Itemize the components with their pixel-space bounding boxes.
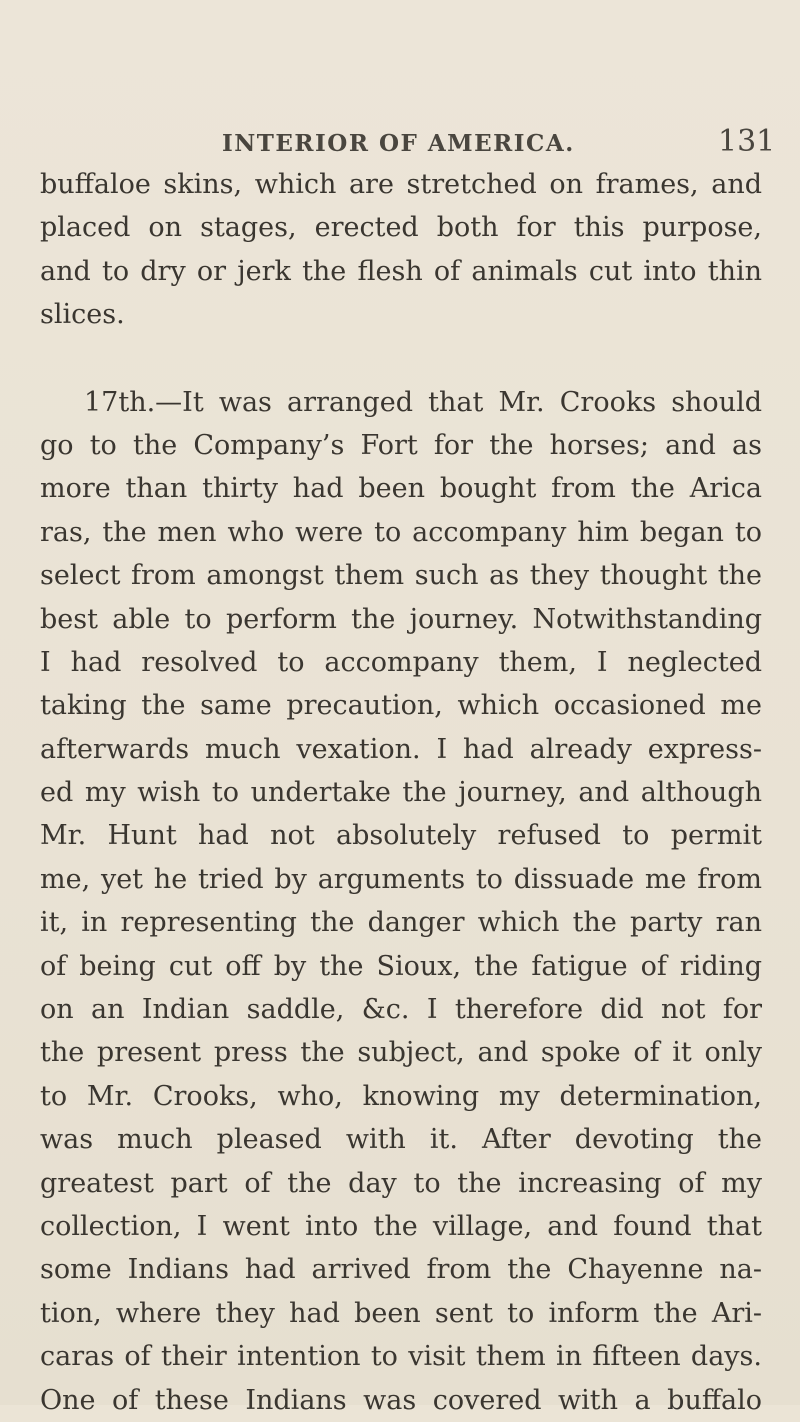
text-line: was much pleased with it. After devoting the — [40, 1124, 762, 1156]
text-line: slices. — [40, 299, 125, 331]
text-line: of being cut off by the Sioux, the fatigue of riding — [40, 950, 762, 982]
text-line: best able to perform the journey. Notwithstanding — [40, 603, 762, 635]
text-line: more than thirty had been bought from the Arica — [40, 473, 762, 505]
text-line: One of these Indians was covered with a buffalo — [40, 1384, 762, 1416]
text-line: afterwards much vexation. I had already express- — [40, 733, 762, 765]
text-line: the present press the subject, and spoke of it only — [40, 1037, 762, 1069]
text-line: ras, the men who were to accompany him began to — [40, 516, 762, 548]
text-line: placed on stages, erected both for this purpose, — [40, 212, 762, 244]
text-line: Mr. Hunt had not absolutely refused to permit — [40, 820, 762, 852]
text-line: greatest part of the day to the increasing of my — [40, 1167, 762, 1199]
paragraph-gap — [40, 337, 762, 381]
text-line: taking the same precaution, which occasioned me — [40, 690, 762, 722]
text-line: collection, I went into the village, and found that — [40, 1210, 762, 1242]
page-number: 131 — [718, 124, 776, 159]
text-line: tion, where they had been sent to inform the Ari- — [40, 1297, 762, 1329]
body-text — [40, 163, 762, 1422]
text-line: ed my wish to undertake the journey, and although — [40, 777, 762, 809]
text-line: to Mr. Crooks, who, knowing my determination, — [40, 1080, 762, 1112]
text-line: and to dry or jerk the flesh of animals cut into thin — [40, 255, 762, 287]
text-line: buffaloe skins, which are stretched on frames, and — [40, 169, 762, 200]
text-line: select from amongst them such as they thought the — [40, 560, 762, 592]
text-line: go to the Company’s Fort for the horses; and as — [40, 429, 762, 461]
text-line: 17th.—It was arranged that Mr. Crooks should — [84, 386, 762, 418]
text-line: I had resolved to accompany them, I neglected — [40, 646, 762, 678]
text-line: on an Indian saddle, &c. I therefore did not for — [40, 994, 762, 1026]
text-line: it, in representing the danger which the party ran — [40, 907, 762, 939]
running-title: INTERIOR OF AMERICA. — [222, 130, 575, 157]
text-line: caras of their intention to visit them in fifteen days. — [40, 1341, 762, 1373]
paragraph-1 — [40, 163, 762, 337]
running-head — [0, 120, 800, 160]
text-line: some Indians had arrived from the Chayenne na- — [40, 1254, 762, 1286]
text-line: me, yet he tried by arguments to dissuade me from — [40, 863, 762, 895]
paragraph-2 — [40, 381, 762, 1422]
